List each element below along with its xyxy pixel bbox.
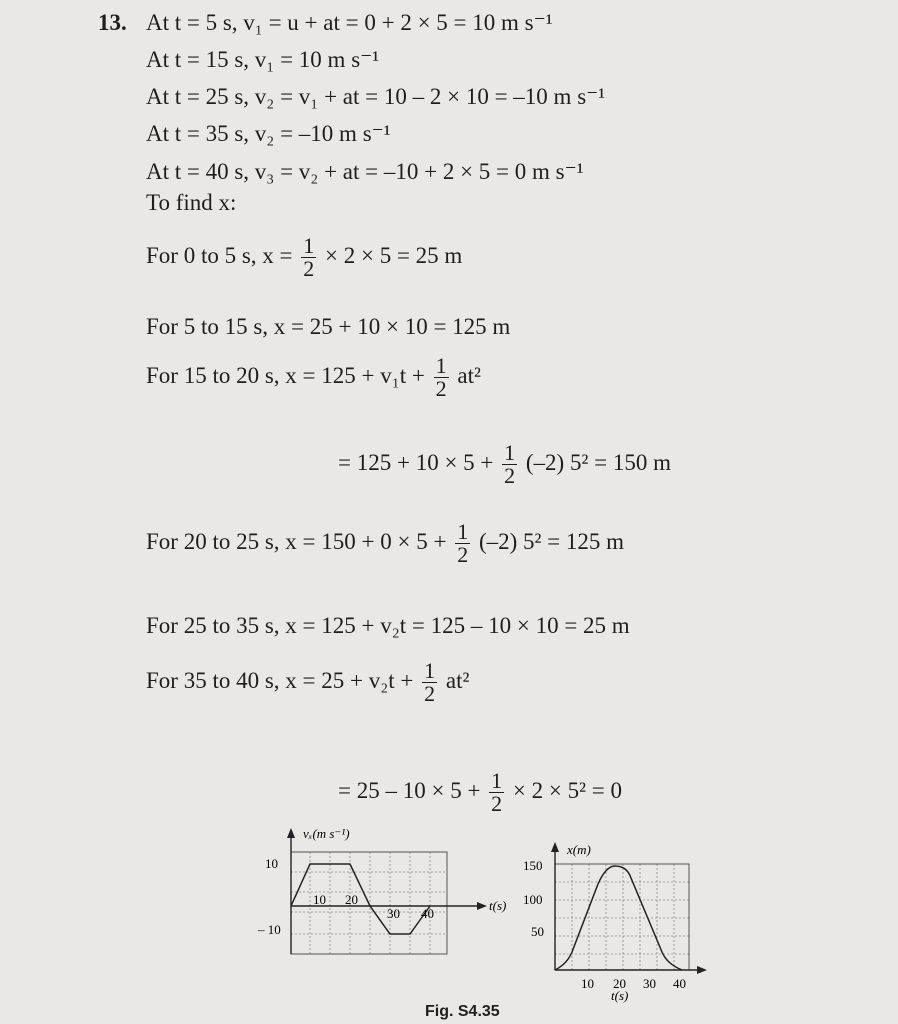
fraction-numerator: 1 bbox=[303, 233, 315, 258]
fraction-denominator: 2 bbox=[504, 463, 516, 488]
step-text: at² bbox=[445, 667, 470, 693]
step-15-20s-continued bbox=[338, 442, 671, 487]
velocity-xtick-40: 40 bbox=[421, 906, 434, 921]
step-35-40s bbox=[146, 660, 469, 705]
solution-line-2: At t = 15 s, v₁ = 10 m s⁻¹ bbox=[146, 47, 380, 72]
position-xtick-20: 20 bbox=[613, 976, 626, 991]
position-xlabel: t(s) bbox=[611, 988, 629, 1003]
solution-line-4: At t = 35 s, v₂ = –10 m s⁻¹ bbox=[146, 121, 391, 146]
position-ytick-150: 150 bbox=[523, 858, 543, 873]
velocity-time-axis-arrow bbox=[477, 902, 487, 910]
fraction-numerator: 1 bbox=[424, 658, 436, 683]
position-xtick-40: 40 bbox=[673, 976, 686, 991]
step-text: × 2 × 5 = 25 m bbox=[325, 242, 463, 268]
solution-line-6: To find x: bbox=[146, 190, 237, 215]
position-ytick-50: 50 bbox=[531, 924, 544, 939]
step-0-5s bbox=[146, 235, 462, 280]
fraction-numerator: 1 bbox=[457, 519, 469, 544]
step-text: (–2) 5² = 150 m bbox=[525, 449, 671, 475]
solution-line-5: At t = 40 s, v₃ = v₂ + at = –10 + 2 × 5 = 0 m s⁻¹ bbox=[146, 159, 584, 184]
step-20-25s bbox=[146, 521, 624, 566]
fraction bbox=[301, 235, 316, 280]
step-35-40s-continued bbox=[338, 770, 622, 815]
velocity-ylabel: vₓ(m s⁻¹) bbox=[303, 826, 350, 841]
step-5-15s: For 5 to 15 s, x = 25 + 10 × 10 = 125 m bbox=[146, 314, 511, 339]
velocity-xtick-10: 10 bbox=[313, 892, 326, 907]
position-grid bbox=[555, 864, 689, 970]
step-25-35s: For 25 to 35 s, x = 125 + v₂t = 125 – 10 × 10 = 25 m bbox=[146, 613, 630, 638]
problem-number: 13. bbox=[98, 10, 127, 35]
step-text: = 125 + 10 × 5 + bbox=[338, 449, 494, 475]
fraction bbox=[489, 770, 504, 815]
position-axis-arrow bbox=[551, 842, 559, 852]
velocity-axis-arrow bbox=[287, 828, 295, 838]
velocity-xtick-30: 30 bbox=[387, 906, 400, 921]
step-15-20s bbox=[146, 355, 481, 400]
position-xtick-10: 10 bbox=[581, 976, 594, 991]
step-text: (–2) 5² = 125 m bbox=[478, 528, 625, 554]
position-curve bbox=[555, 866, 682, 970]
velocity-ytick-neg10: – 10 bbox=[258, 922, 281, 937]
step-text: at² bbox=[457, 362, 481, 388]
velocity-xlabel: t(s) bbox=[489, 898, 507, 913]
fraction bbox=[422, 660, 437, 705]
step-text: For 35 to 40 s, x = 25 + v₂t + bbox=[146, 667, 414, 693]
fraction-denominator: 2 bbox=[457, 542, 469, 567]
solution-line-3: At t = 25 s, v₂ = v₁ + at = 10 – 2 × 10 = –10 m s⁻¹ bbox=[146, 84, 606, 109]
step-text: For 15 to 20 s, x = 125 + v₁t + bbox=[146, 362, 425, 388]
fraction-denominator: 2 bbox=[424, 681, 436, 706]
position-ylabel: x(m) bbox=[567, 842, 591, 857]
step-text: = 25 – 10 × 5 + bbox=[338, 777, 481, 803]
step-text: For 0 to 5 s, x = bbox=[146, 242, 293, 268]
position-xtick-30: 30 bbox=[643, 976, 656, 991]
velocity-ytick-10: 10 bbox=[265, 856, 278, 871]
fraction-denominator: 2 bbox=[491, 791, 503, 816]
velocity-time-graph bbox=[255, 822, 510, 962]
position-time-graph bbox=[515, 836, 715, 1006]
fraction bbox=[502, 442, 517, 487]
fraction-numerator: 1 bbox=[504, 440, 516, 465]
velocity-xtick-20: 20 bbox=[345, 892, 358, 907]
fraction-denominator: 2 bbox=[303, 256, 315, 281]
step-text: For 20 to 25 s, x = 150 + 0 × 5 + bbox=[146, 528, 447, 554]
fraction bbox=[455, 521, 470, 566]
figure-caption: Fig. S4.35 bbox=[425, 1003, 500, 1020]
fraction-denominator: 2 bbox=[435, 376, 447, 401]
step-text: × 2 × 5² = 0 bbox=[512, 777, 622, 803]
fraction-numerator: 1 bbox=[491, 768, 503, 793]
fraction-numerator: 1 bbox=[435, 353, 447, 378]
position-ytick-100: 100 bbox=[523, 892, 543, 907]
position-time-axis-arrow bbox=[697, 966, 707, 974]
velocity-curve bbox=[291, 864, 430, 934]
fraction bbox=[434, 355, 449, 400]
solution-line-1: At t = 5 s, v₁ = u + at = 0 + 2 × 5 = 10 m s⁻¹ bbox=[146, 10, 553, 35]
